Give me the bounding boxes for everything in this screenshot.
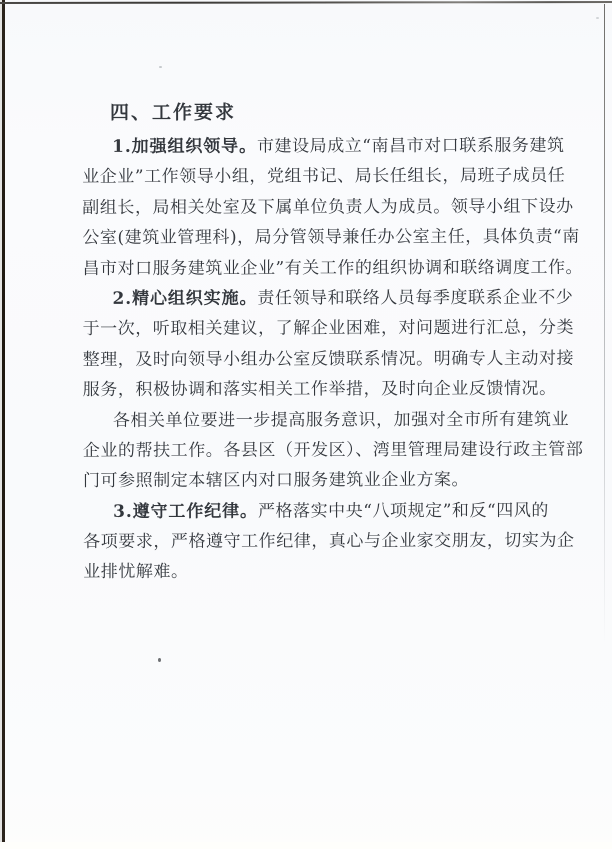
line-text: 整理，及时向领导小组办公室反馈联系情况。明确专人主动对接 — [82, 348, 575, 370]
paragraphs-container — [82, 131, 584, 588]
line-text: 各相关单位要进一步提高服务意识，加强对全市所有建筑业 — [112, 409, 570, 431]
line-text: 副组长，局相关处室及下属单位负责人为成员。领导小组下设办 — [82, 196, 574, 218]
text-line — [82, 131, 565, 163]
scan-left-edge-strip — [2, 0, 5, 849]
scan-bottom-strip — [0, 842, 612, 849]
line-text: 昌市对口服务建筑业企业”有关工作的组织协调和联络调度工作。 — [82, 257, 584, 279]
paragraph — [83, 495, 575, 587]
paragraph-lead-bold: 2.精心组织实施。 — [112, 288, 258, 309]
text-line — [82, 374, 557, 406]
line-text: 业企业”工作领导小组，党组书记、局长任组长，局班子成员任 — [82, 166, 566, 188]
line-text: 市建设局成立“南昌市对口联系服务建筑 — [256, 135, 565, 157]
scan-right-edge-line — [604, 4, 605, 644]
paragraph — [82, 283, 575, 406]
scan-speck — [596, 17, 599, 19]
text-line — [82, 283, 574, 315]
scan-speck — [158, 658, 161, 662]
line-text: 公室(建筑业管理科)，局分管领导兼任办公室主任，具体负责“南 — [82, 226, 580, 249]
line-text: 责任领导和联络人员每季度联系企业不少 — [257, 287, 574, 309]
text-line — [83, 556, 543, 588]
text-line — [82, 252, 584, 284]
section-heading: 四、工作要求 — [110, 101, 237, 124]
line-text: 业排忧解难。 — [83, 562, 189, 583]
line-text: 严格落实中央“八项规定”和反“四风的 — [257, 500, 549, 522]
line-text: 服务，积极协调和落实相关工作举措，及时向企业反馈情况。 — [82, 378, 557, 401]
text-line — [83, 465, 543, 497]
paragraph-lead-bold: 3.遵守工作纪律。 — [113, 501, 258, 522]
paragraph-lead-bold: 1.加强组织领导。 — [112, 136, 258, 157]
text-line — [82, 313, 575, 345]
paragraph — [82, 131, 584, 284]
line-text: 于一次，听取相关建议，了解企业困难，对问题进行汇总，分类 — [82, 318, 575, 340]
line-text: 企业的帮扶工作。各县区（开发区）、湾里管理局建设行政主管部 — [82, 439, 584, 461]
text-line — [82, 161, 566, 193]
text-line — [82, 435, 584, 467]
document-text-block — [82, 100, 584, 588]
scan-speck — [159, 66, 162, 68]
text-line — [83, 404, 570, 436]
line-text: 各项要求，严格遵守工作纪律，真心与企业家交朋友，切实为企 — [83, 530, 575, 553]
paragraph — [82, 404, 584, 496]
scan-top-edge-line — [0, 1, 612, 4]
text-line — [82, 344, 575, 376]
text-line — [83, 495, 549, 527]
text-line — [83, 526, 575, 558]
line-text: 门可参照制定本辖区内对口服务建筑业企业方案。 — [82, 470, 470, 492]
text-line — [82, 192, 574, 224]
text-line — [82, 222, 580, 254]
